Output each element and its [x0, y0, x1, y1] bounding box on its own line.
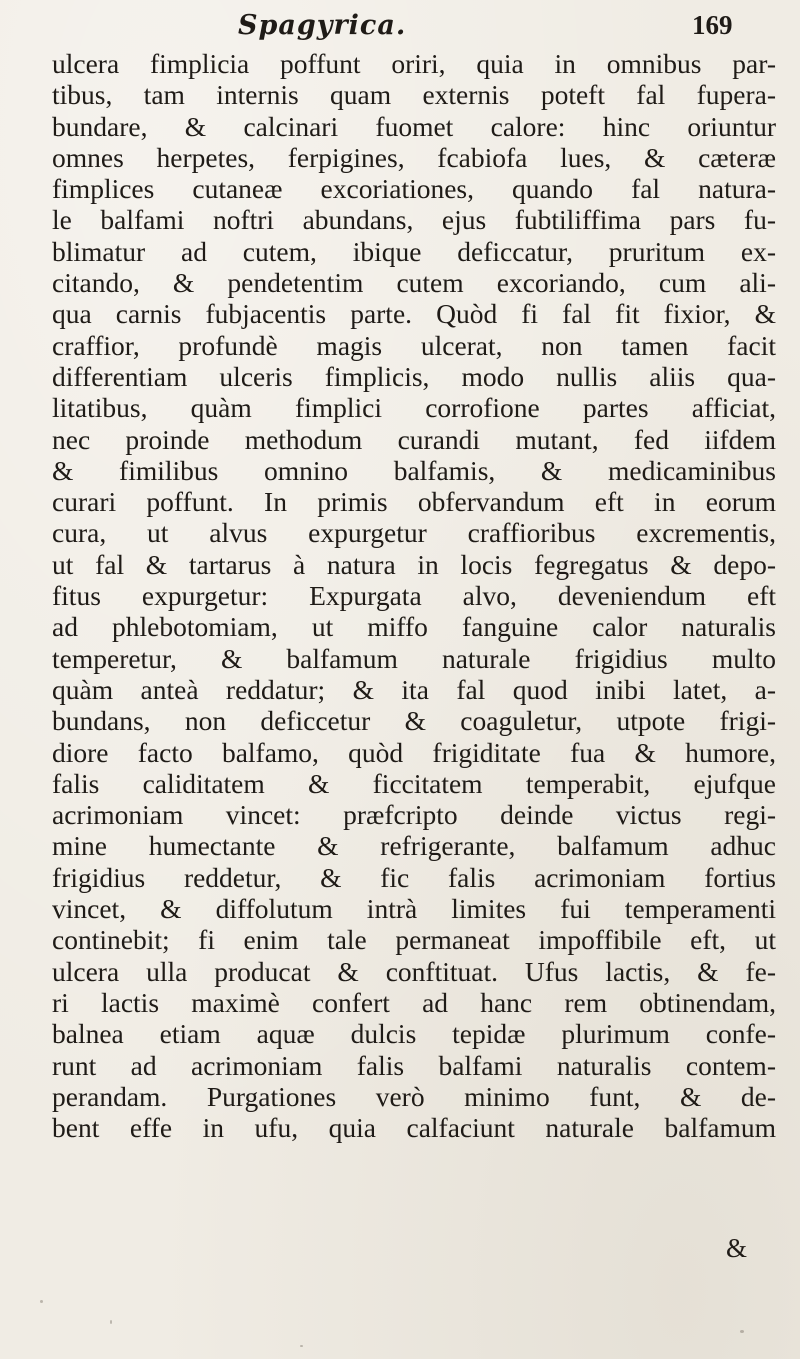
text-line: omnes herpetes, ferpigines, fcabiofa lues, & cæteræ — [52, 141, 776, 173]
text-line: quàm anteà reddatur; & ita fal quod inibi latet, a- — [52, 673, 776, 705]
ink-speck — [300, 1345, 303, 1347]
catchword: & — [726, 1233, 748, 1263]
text-line: nec proinde methodum curandi mutant, fed iifdem — [52, 423, 776, 455]
text-line: temperetur, & balfamum naturale frigidius multo — [52, 642, 776, 674]
text-line: blimatur ad cutem, ibique deficcatur, pruritum ex- — [52, 235, 776, 267]
text-line: balnea etiam aquæ dulcis tepidæ plurimum confe- — [52, 1018, 776, 1050]
page-header — [0, 8, 800, 48]
text-line: ri lactis maximè confert ad hanc rem obtinendam, — [52, 986, 776, 1018]
text-line: ad phlebotomiam, ut miffo fanguine calor naturalis — [52, 611, 776, 643]
text-line: continebit; fi enim tale permaneat impoffibile eft, ut — [52, 924, 776, 956]
text-line: tibus, tam internis quam externis poteft fal fupera- — [52, 79, 776, 111]
text-line: fimplices cutaneæ excoriationes, quando fal natura- — [52, 173, 776, 205]
text-line: bent effe in ufu, quia calfaciunt naturale balfamum — [52, 1112, 776, 1144]
text-line: ulcera ulla producat & conftituat. Ufus lactis, & fe- — [52, 955, 776, 987]
text-line: ut fal & tartarus à natura in locis fegregatus & depo- — [52, 548, 776, 580]
text-line: differentiam ulceris fimplicis, modo nullis aliis qua- — [52, 360, 776, 392]
text-line: falis caliditatem & ficcitatem temperabit, ejufque — [52, 767, 776, 799]
text-line: bundare, & calcinari fuomet calore: hinc oriuntur — [52, 110, 776, 142]
text-line: frigidius reddetur, & fic falis acrimoniam fortius — [52, 861, 776, 893]
text-line: qua carnis fubjacentis parte. Quòd fi fal fit fixior, & — [52, 298, 776, 330]
page-number: 169 — [692, 10, 733, 40]
ink-speck — [740, 1330, 744, 1333]
text-line: bundans, non deficcetur & coaguletur, utpote frigi- — [52, 705, 776, 737]
ink-speck — [110, 1320, 112, 1324]
text-line: citando, & pendetentim cutem excoriando, cum ali- — [52, 267, 776, 299]
text-line: vincet, & diffolutum intrà limites fui temperamenti — [52, 893, 776, 925]
text-line: acrimoniam vincet: præfcripto deinde victus regi- — [52, 799, 776, 831]
text-line: litatibus, quàm fimplici corrofione partes afficiat, — [52, 392, 776, 424]
text-line: craffior, profundè magis ulcerat, non tamen facit — [52, 329, 776, 361]
ink-speck — [40, 1300, 43, 1303]
body-text — [52, 48, 776, 1143]
text-line: mine humectante & refrigerante, balfamum adhuc — [52, 830, 776, 862]
text-line: curari poffunt. In primis obfervandum eft in eorum — [52, 486, 776, 518]
running-head: Spagyrica. — [238, 10, 407, 41]
text-line: ulcera fimplicia poffunt oriri, quia in omnibus par- — [52, 48, 776, 79]
text-line: perandam. Purgationes verò minimo funt, & de- — [52, 1080, 776, 1112]
text-line: le balfami noftri abundans, ejus fubtiliffima pars fu- — [52, 204, 776, 236]
text-line: cura, ut alvus expurgetur craffioribus excrementis, — [52, 517, 776, 549]
text-line: runt ad acrimoniam falis balfami naturalis contem- — [52, 1049, 776, 1081]
text-line: diore facto balfamo, quòd frigiditate fua & humore, — [52, 736, 776, 768]
text-line: fitus expurgetur: Expurgata alvo, deveniendum eft — [52, 580, 776, 612]
text-line: & fimilibus omnino balfamis, & medicaminibus — [52, 454, 776, 486]
